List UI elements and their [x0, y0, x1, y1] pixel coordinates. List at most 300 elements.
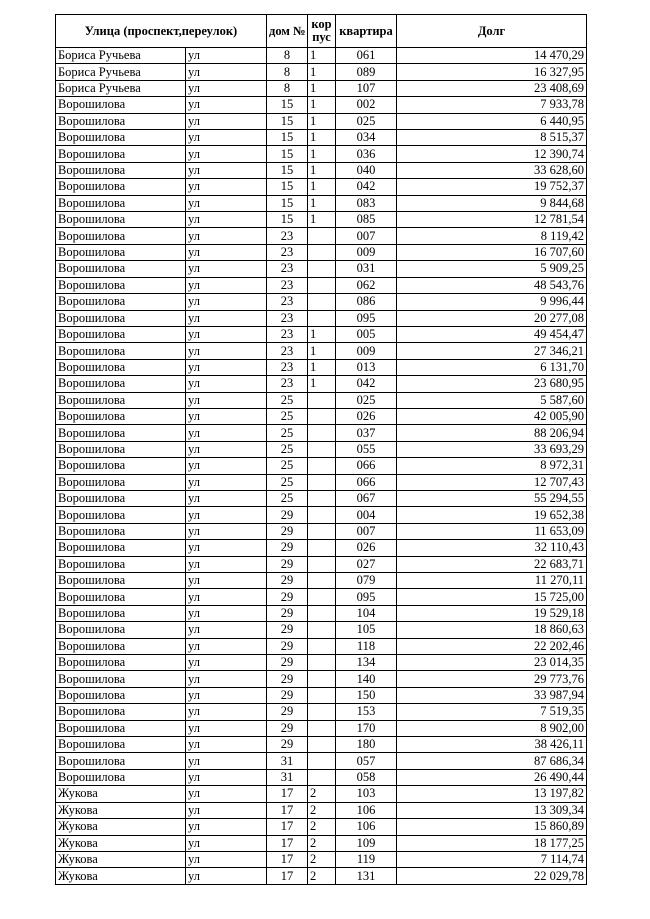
header-house: дом № [267, 15, 308, 48]
cell-street: Ворошилова [56, 589, 186, 605]
table-row [56, 130, 587, 146]
cell-korpus [308, 458, 336, 474]
cell-debt: 22 683,71 [397, 556, 587, 572]
cell-debt: 16 707,60 [397, 244, 587, 260]
cell-apartment: 007 [336, 228, 397, 244]
cell-street: Жукова [56, 802, 186, 818]
cell-house: 15 [267, 212, 308, 228]
cell-street: Жукова [56, 868, 186, 884]
cell-debt: 9 844,68 [397, 195, 587, 211]
table-row [56, 556, 587, 572]
cell-street-type: ул [186, 458, 267, 474]
cell-house: 29 [267, 523, 308, 539]
cell-korpus [308, 425, 336, 441]
cell-apartment: 027 [336, 556, 397, 572]
cell-apartment: 134 [336, 655, 397, 671]
cell-korpus [308, 605, 336, 621]
cell-apartment: 180 [336, 737, 397, 753]
cell-debt: 8 119,42 [397, 228, 587, 244]
cell-street-type: ул [186, 605, 267, 621]
cell-house: 8 [267, 64, 308, 80]
cell-street-type: ул [186, 294, 267, 310]
cell-house: 23 [267, 326, 308, 342]
cell-debt: 13 309,34 [397, 802, 587, 818]
cell-house: 15 [267, 113, 308, 129]
cell-debt: 7 933,78 [397, 97, 587, 113]
table-row [56, 326, 587, 342]
cell-apartment: 131 [336, 868, 397, 884]
cell-apartment: 085 [336, 212, 397, 228]
table-row [56, 589, 587, 605]
cell-street-type: ул [186, 638, 267, 654]
cell-korpus [308, 310, 336, 326]
cell-house: 23 [267, 294, 308, 310]
cell-korpus: 1 [308, 48, 336, 64]
table-row [56, 802, 587, 818]
cell-street: Бориса Ручьева [56, 48, 186, 64]
cell-street: Ворошилова [56, 540, 186, 556]
cell-street: Ворошилова [56, 687, 186, 703]
cell-street: Ворошилова [56, 507, 186, 523]
cell-apartment: 153 [336, 704, 397, 720]
cell-street-type: ул [186, 786, 267, 802]
cell-street-type: ул [186, 80, 267, 96]
cell-apartment: 066 [336, 474, 397, 490]
cell-apartment: 036 [336, 146, 397, 162]
table-row [56, 737, 587, 753]
cell-debt: 12 781,54 [397, 212, 587, 228]
cell-street: Ворошилова [56, 179, 186, 195]
cell-house: 15 [267, 179, 308, 195]
cell-debt: 8 902,00 [397, 720, 587, 736]
cell-street: Ворошилова [56, 359, 186, 375]
cell-apartment: 118 [336, 638, 397, 654]
cell-house: 23 [267, 244, 308, 260]
cell-debt: 15 860,89 [397, 819, 587, 835]
table-row [56, 195, 587, 211]
cell-street-type: ул [186, 474, 267, 490]
cell-korpus: 1 [308, 376, 336, 392]
cell-street-type: ул [186, 343, 267, 359]
cell-korpus [308, 523, 336, 539]
cell-street: Ворошилова [56, 425, 186, 441]
table-row [56, 507, 587, 523]
cell-house: 29 [267, 556, 308, 572]
cell-apartment: 104 [336, 605, 397, 621]
cell-apartment: 007 [336, 523, 397, 539]
cell-street: Ворошилова [56, 310, 186, 326]
cell-apartment: 095 [336, 589, 397, 605]
cell-street-type: ул [186, 359, 267, 375]
table-body [56, 48, 587, 885]
cell-debt: 15 725,00 [397, 589, 587, 605]
table-row [56, 261, 587, 277]
cell-street-type: ул [186, 392, 267, 408]
cell-apartment: 083 [336, 195, 397, 211]
cell-debt: 49 454,47 [397, 326, 587, 342]
cell-street: Ворошилова [56, 573, 186, 589]
cell-street: Ворошилова [56, 228, 186, 244]
cell-debt: 23 408,69 [397, 80, 587, 96]
table-row [56, 441, 587, 457]
cell-apartment: 037 [336, 425, 397, 441]
cell-street-type: ул [186, 737, 267, 753]
cell-house: 29 [267, 655, 308, 671]
cell-street-type: ул [186, 310, 267, 326]
cell-street-type: ул [186, 376, 267, 392]
cell-apartment: 026 [336, 408, 397, 424]
cell-korpus: 2 [308, 786, 336, 802]
cell-debt: 26 490,44 [397, 769, 587, 785]
cell-debt: 33 987,94 [397, 687, 587, 703]
cell-house: 29 [267, 573, 308, 589]
cell-street: Ворошилова [56, 408, 186, 424]
cell-street-type: ул [186, 556, 267, 572]
cell-korpus [308, 687, 336, 703]
cell-korpus: 2 [308, 819, 336, 835]
table-row [56, 113, 587, 129]
cell-house: 23 [267, 310, 308, 326]
cell-street: Ворошилова [56, 490, 186, 506]
cell-debt: 19 652,38 [397, 507, 587, 523]
table-row [56, 622, 587, 638]
cell-korpus: 1 [308, 97, 336, 113]
cell-street: Бориса Ручьева [56, 64, 186, 80]
cell-korpus: 1 [308, 80, 336, 96]
cell-debt: 8 972,31 [397, 458, 587, 474]
cell-street-type: ул [186, 769, 267, 785]
cell-apartment: 031 [336, 261, 397, 277]
cell-house: 29 [267, 737, 308, 753]
cell-debt: 29 773,76 [397, 671, 587, 687]
cell-korpus [308, 441, 336, 457]
cell-debt: 33 693,29 [397, 441, 587, 457]
cell-debt: 16 327,95 [397, 64, 587, 80]
cell-street: Жукова [56, 835, 186, 851]
table-row [56, 605, 587, 621]
cell-street-type: ул [186, 622, 267, 638]
cell-korpus [308, 622, 336, 638]
cell-debt: 11 653,09 [397, 523, 587, 539]
cell-street-type: ул [186, 64, 267, 80]
cell-house: 29 [267, 671, 308, 687]
cell-apartment: 025 [336, 113, 397, 129]
cell-street: Ворошилова [56, 244, 186, 260]
table-row [56, 162, 587, 178]
cell-street-type: ул [186, 261, 267, 277]
cell-korpus [308, 540, 336, 556]
table-row [56, 228, 587, 244]
cell-house: 15 [267, 146, 308, 162]
cell-debt: 14 470,29 [397, 48, 587, 64]
cell-house: 23 [267, 261, 308, 277]
cell-house: 31 [267, 769, 308, 785]
cell-debt: 12 707,43 [397, 474, 587, 490]
cell-house: 29 [267, 622, 308, 638]
cell-korpus [308, 753, 336, 769]
cell-apartment: 150 [336, 687, 397, 703]
cell-apartment: 140 [336, 671, 397, 687]
cell-apartment: 002 [336, 97, 397, 113]
cell-street-type: ул [186, 671, 267, 687]
cell-korpus: 2 [308, 851, 336, 867]
cell-street: Ворошилова [56, 113, 186, 129]
cell-house: 17 [267, 819, 308, 835]
cell-street: Ворошилова [56, 556, 186, 572]
header-street: Улица (проспект,переулок) [56, 15, 267, 48]
table-row [56, 408, 587, 424]
cell-debt: 22 202,46 [397, 638, 587, 654]
table-row [56, 786, 587, 802]
cell-korpus [308, 655, 336, 671]
cell-house: 8 [267, 80, 308, 96]
cell-house: 25 [267, 392, 308, 408]
cell-street: Ворошилова [56, 376, 186, 392]
table-row [56, 212, 587, 228]
cell-korpus [308, 720, 336, 736]
table-row [56, 294, 587, 310]
cell-korpus [308, 490, 336, 506]
cell-house: 29 [267, 687, 308, 703]
cell-korpus: 1 [308, 64, 336, 80]
cell-street: Ворошилова [56, 441, 186, 457]
cell-debt: 20 277,08 [397, 310, 587, 326]
cell-street: Ворошилова [56, 753, 186, 769]
table-row [56, 523, 587, 539]
cell-house: 15 [267, 97, 308, 113]
cell-apartment: 103 [336, 786, 397, 802]
cell-street-type: ул [186, 507, 267, 523]
cell-debt: 18 860,63 [397, 622, 587, 638]
cell-debt: 19 752,37 [397, 179, 587, 195]
cell-korpus [308, 261, 336, 277]
header-apartment: квартира [336, 15, 397, 48]
cell-house: 23 [267, 359, 308, 375]
cell-apartment: 009 [336, 244, 397, 260]
table-row [56, 425, 587, 441]
cell-street: Ворошилова [56, 195, 186, 211]
cell-debt: 12 390,74 [397, 146, 587, 162]
cell-house: 29 [267, 507, 308, 523]
table-row [56, 753, 587, 769]
cell-street: Ворошилова [56, 458, 186, 474]
cell-korpus [308, 277, 336, 293]
cell-korpus: 2 [308, 802, 336, 818]
cell-street-type: ул [186, 753, 267, 769]
cell-apartment: 119 [336, 851, 397, 867]
cell-house: 31 [267, 753, 308, 769]
cell-street-type: ул [186, 589, 267, 605]
table-row [56, 359, 587, 375]
cell-house: 15 [267, 162, 308, 178]
cell-debt: 6 131,70 [397, 359, 587, 375]
cell-street-type: ул [186, 523, 267, 539]
cell-korpus [308, 408, 336, 424]
table-row [56, 490, 587, 506]
table-row [56, 687, 587, 703]
cell-street: Жукова [56, 851, 186, 867]
cell-korpus [308, 589, 336, 605]
cell-street-type: ул [186, 212, 267, 228]
cell-apartment: 106 [336, 819, 397, 835]
cell-apartment: 042 [336, 179, 397, 195]
cell-debt: 6 440,95 [397, 113, 587, 129]
table-row [56, 97, 587, 113]
cell-street-type: ул [186, 195, 267, 211]
table-row [56, 835, 587, 851]
cell-house: 29 [267, 589, 308, 605]
cell-debt: 5 587,60 [397, 392, 587, 408]
cell-house: 25 [267, 408, 308, 424]
table-row [56, 638, 587, 654]
cell-street-type: ул [186, 408, 267, 424]
cell-street-type: ул [186, 97, 267, 113]
cell-korpus: 1 [308, 146, 336, 162]
cell-debt: 7 114,74 [397, 851, 587, 867]
cell-house: 29 [267, 638, 308, 654]
cell-house: 17 [267, 868, 308, 884]
table-row [56, 704, 587, 720]
cell-korpus [308, 769, 336, 785]
cell-street: Ворошилова [56, 638, 186, 654]
cell-debt: 13 197,82 [397, 786, 587, 802]
cell-street: Жукова [56, 819, 186, 835]
cell-debt: 48 543,76 [397, 277, 587, 293]
cell-apartment: 109 [336, 835, 397, 851]
cell-street: Ворошилова [56, 474, 186, 490]
cell-apartment: 055 [336, 441, 397, 457]
cell-apartment: 057 [336, 753, 397, 769]
cell-house: 25 [267, 474, 308, 490]
table-row [56, 720, 587, 736]
table-row [56, 343, 587, 359]
cell-street-type: ул [186, 687, 267, 703]
cell-street: Ворошилова [56, 704, 186, 720]
header-debt: Долг [397, 15, 587, 48]
table-row [56, 769, 587, 785]
cell-street: Ворошилова [56, 294, 186, 310]
cell-debt: 18 177,25 [397, 835, 587, 851]
cell-house: 23 [267, 343, 308, 359]
table-row [56, 655, 587, 671]
table-row [56, 277, 587, 293]
cell-street: Ворошилова [56, 720, 186, 736]
cell-korpus [308, 704, 336, 720]
cell-street-type: ул [186, 277, 267, 293]
cell-house: 17 [267, 851, 308, 867]
cell-street-type: ул [186, 868, 267, 884]
table-row [56, 868, 587, 884]
cell-house: 25 [267, 441, 308, 457]
cell-apartment: 025 [336, 392, 397, 408]
cell-korpus: 1 [308, 162, 336, 178]
cell-apartment: 062 [336, 277, 397, 293]
table-row [56, 573, 587, 589]
cell-korpus: 1 [308, 179, 336, 195]
cell-debt: 42 005,90 [397, 408, 587, 424]
cell-korpus: 1 [308, 326, 336, 342]
cell-korpus: 1 [308, 113, 336, 129]
table-row [56, 540, 587, 556]
cell-street: Ворошилова [56, 622, 186, 638]
table-row [56, 819, 587, 835]
cell-debt: 88 206,94 [397, 425, 587, 441]
cell-debt: 55 294,55 [397, 490, 587, 506]
cell-apartment: 106 [336, 802, 397, 818]
cell-apartment: 095 [336, 310, 397, 326]
cell-debt: 23 014,35 [397, 655, 587, 671]
cell-korpus [308, 228, 336, 244]
cell-korpus [308, 556, 336, 572]
cell-street: Ворошилова [56, 769, 186, 785]
cell-debt: 23 680,95 [397, 376, 587, 392]
cell-street-type: ул [186, 441, 267, 457]
cell-apartment: 005 [336, 326, 397, 342]
cell-house: 29 [267, 540, 308, 556]
cell-debt: 32 110,43 [397, 540, 587, 556]
cell-street-type: ул [186, 835, 267, 851]
table-row [56, 458, 587, 474]
cell-apartment: 086 [336, 294, 397, 310]
table-row [56, 851, 587, 867]
cell-debt: 87 686,34 [397, 753, 587, 769]
table-row [56, 179, 587, 195]
cell-street-type: ул [186, 704, 267, 720]
cell-house: 29 [267, 605, 308, 621]
cell-debt: 8 515,37 [397, 130, 587, 146]
cell-debt: 11 270,11 [397, 573, 587, 589]
cell-house: 15 [267, 130, 308, 146]
cell-house: 25 [267, 490, 308, 506]
table-row [56, 146, 587, 162]
table-row [56, 310, 587, 326]
cell-street-type: ул [186, 490, 267, 506]
cell-street: Ворошилова [56, 392, 186, 408]
cell-apartment: 079 [336, 573, 397, 589]
cell-korpus [308, 573, 336, 589]
cell-apartment: 042 [336, 376, 397, 392]
cell-apartment: 009 [336, 343, 397, 359]
cell-apartment: 040 [336, 162, 397, 178]
cell-house: 23 [267, 277, 308, 293]
cell-street: Ворошилова [56, 343, 186, 359]
cell-street-type: ул [186, 228, 267, 244]
cell-house: 29 [267, 704, 308, 720]
cell-house: 17 [267, 786, 308, 802]
cell-street-type: ул [186, 179, 267, 195]
cell-street-type: ул [186, 162, 267, 178]
cell-debt: 19 529,18 [397, 605, 587, 621]
cell-korpus [308, 244, 336, 260]
cell-korpus: 1 [308, 130, 336, 146]
cell-debt: 9 996,44 [397, 294, 587, 310]
cell-house: 8 [267, 48, 308, 64]
cell-korpus [308, 638, 336, 654]
cell-street-type: ул [186, 146, 267, 162]
cell-korpus: 1 [308, 212, 336, 228]
cell-street: Ворошилова [56, 146, 186, 162]
table-row [56, 392, 587, 408]
cell-street-type: ул [186, 802, 267, 818]
cell-street-type: ул [186, 540, 267, 556]
table-header [56, 15, 587, 48]
cell-street: Жукова [56, 786, 186, 802]
cell-korpus: 1 [308, 343, 336, 359]
cell-street: Ворошилова [56, 162, 186, 178]
cell-street-type: ул [186, 130, 267, 146]
cell-street-type: ул [186, 655, 267, 671]
cell-street: Ворошилова [56, 212, 186, 228]
